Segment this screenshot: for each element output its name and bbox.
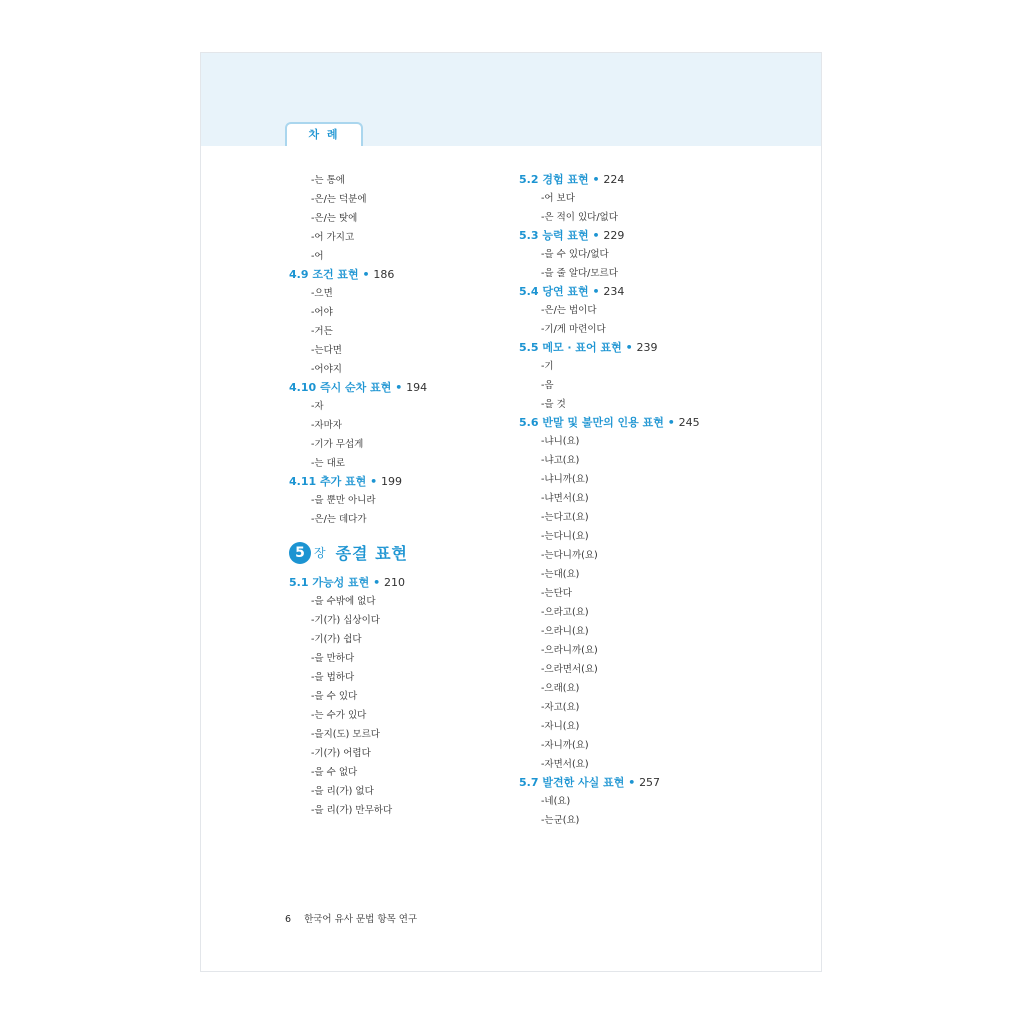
toc-entry: -냐니까(요) <box>541 474 589 485</box>
separator-dot: • <box>621 341 637 354</box>
section-page: 239 <box>636 341 658 354</box>
section-page: 199 <box>381 475 403 488</box>
toc-entry: -는다니까(요) <box>541 550 598 561</box>
toc-entry: -음 <box>541 380 554 391</box>
chapter-heading <box>289 541 499 564</box>
separator-dot: • <box>663 416 679 429</box>
footer-book-title: 한국어 유사 문법 항목 연구 <box>304 914 418 925</box>
section-heading <box>519 283 769 301</box>
toc-entry: -기 <box>541 361 554 372</box>
section-title: 5.2 경험 표현 <box>519 173 589 186</box>
separator-dot: • <box>369 576 384 589</box>
toc-entry: -은/는 법이다 <box>541 305 597 316</box>
section-title: 5.4 당연 표현 <box>519 285 589 298</box>
toc-entry: -을 줄 알다/모르다 <box>541 268 618 279</box>
toc-entry: -자 <box>311 401 324 412</box>
toc-entry: -은/는 탓에 <box>311 213 358 224</box>
section-heading <box>519 339 769 357</box>
toc-entry: -는 수가 있다 <box>311 710 367 721</box>
section-page: 234 <box>603 285 625 298</box>
toc-entry: -네(요) <box>541 796 571 807</box>
toc-entry: -을 리(가) 만무하다 <box>311 805 393 816</box>
toc-entry: -자면서(요) <box>541 759 589 770</box>
toc-entry: -자고(요) <box>541 702 580 713</box>
separator-dot: • <box>391 381 407 394</box>
chapter-word: 장 <box>314 546 326 560</box>
section-title: 4.11 추가 표현 <box>289 475 367 488</box>
toc-entry: -자니(요) <box>541 721 580 732</box>
toc-entry: -는대(요) <box>541 569 580 580</box>
toc-entry: -는 통에 <box>311 175 345 186</box>
section-page: 186 <box>373 268 395 281</box>
toc-entry: -기(가) 십상이다 <box>311 615 380 626</box>
section-page: 245 <box>678 416 700 429</box>
toc-entry: -을 수밖에 없다 <box>311 596 376 607</box>
toc-entry: -으라니까(요) <box>541 645 598 656</box>
toc-entry: -은 적이 있다/없다 <box>541 212 618 223</box>
toc-entry: -을 수 있다 <box>311 691 358 702</box>
separator-dot: • <box>624 776 640 789</box>
section-heading <box>519 227 769 245</box>
section-heading <box>289 473 499 491</box>
toc-entry: -기가 무섭게 <box>311 439 364 450</box>
section-title: 4.9 조건 표현 <box>289 268 359 281</box>
toc-entry: -거든 <box>311 326 333 337</box>
toc-entry: -어 <box>311 251 324 262</box>
toc-entry: -냐니(요) <box>541 436 580 447</box>
section-page: 210 <box>383 576 405 589</box>
separator-dot: • <box>358 268 374 281</box>
section-title: 5.1 가능성 표현 <box>289 576 370 589</box>
chapter-title: 종결 표현 <box>335 544 408 563</box>
separator-dot: • <box>366 475 382 488</box>
section-page: 229 <box>603 229 625 242</box>
toc-entry: -을 것 <box>541 399 566 410</box>
toc-entry: -으라면서(요) <box>541 664 598 675</box>
toc-entry: -는다고(요) <box>541 512 589 523</box>
section-heading <box>519 774 769 792</box>
right-column <box>519 171 769 830</box>
section-heading <box>289 379 499 397</box>
toc-entry: -기(가) 쉽다 <box>311 634 362 645</box>
toc-entry: -을 수 있다/없다 <box>541 249 609 260</box>
section-title: 5.6 반말 및 불만의 인용 표현 <box>519 416 664 429</box>
toc-entry: -을 법하다 <box>311 672 355 683</box>
section-heading <box>289 574 499 592</box>
section-page: 194 <box>406 381 428 394</box>
toc-entry: -는군(요) <box>541 815 580 826</box>
toc-entry: -기(가) 어렵다 <box>311 748 371 759</box>
toc-entry: -냐고(요) <box>541 455 580 466</box>
toc-entry: -을 뿐만 아니라 <box>311 495 376 506</box>
section-title: 5.5 메모 · 표어 표현 <box>519 341 622 354</box>
section-heading <box>289 266 499 284</box>
toc-entry: -을지(도) 모르다 <box>311 729 380 740</box>
section-heading <box>519 171 769 189</box>
section-heading <box>519 414 769 432</box>
toc-entry: -어 가지고 <box>311 232 355 243</box>
toc-entry: -은/는 덕분에 <box>311 194 367 205</box>
toc-entry: -는다면 <box>311 345 342 356</box>
section-title: 4.10 즉시 순차 표현 <box>289 381 392 394</box>
toc-entry: -자니까(요) <box>541 740 589 751</box>
toc-entry: -어 보다 <box>541 193 575 204</box>
toc-entry: -는다니(요) <box>541 531 589 542</box>
section-page: 257 <box>639 776 661 789</box>
section-page: 224 <box>603 173 625 186</box>
toc-entry: -는단다 <box>541 588 572 599</box>
toc-entry: -은/는 데다가 <box>311 514 367 525</box>
document-page <box>200 52 822 972</box>
left-column <box>289 171 499 820</box>
separator-dot: • <box>588 229 604 242</box>
toc-entry: -어야지 <box>311 364 342 375</box>
section-title: 5.7 발견한 사실 표현 <box>519 776 625 789</box>
chapter-number-badge: 5 <box>289 542 311 564</box>
toc-entry: -자마자 <box>311 420 342 431</box>
toc-entry: -으라니(요) <box>541 626 589 637</box>
toc-entry: -기/게 마련이다 <box>541 324 606 335</box>
toc-entry: -어야 <box>311 307 333 318</box>
toc-entry: -냐면서(요) <box>541 493 589 504</box>
page-footer <box>285 911 417 925</box>
toc-entry: -으면 <box>311 288 333 299</box>
toc-entry: -으라고(요) <box>541 607 589 618</box>
toc-entry: -을 수 없다 <box>311 767 358 778</box>
toc-entry: -을 리(가) 없다 <box>311 786 374 797</box>
toc-entry: -으래(요) <box>541 683 580 694</box>
separator-dot: • <box>588 173 604 186</box>
separator-dot: • <box>588 285 604 298</box>
footer-page-number: 6 <box>285 914 292 925</box>
section-title: 5.3 능력 표현 <box>519 229 589 242</box>
toc-entry: -는 대로 <box>311 458 345 469</box>
toc-tab: 차 례 <box>285 122 363 146</box>
toc-entry: -을 만하다 <box>311 653 355 664</box>
